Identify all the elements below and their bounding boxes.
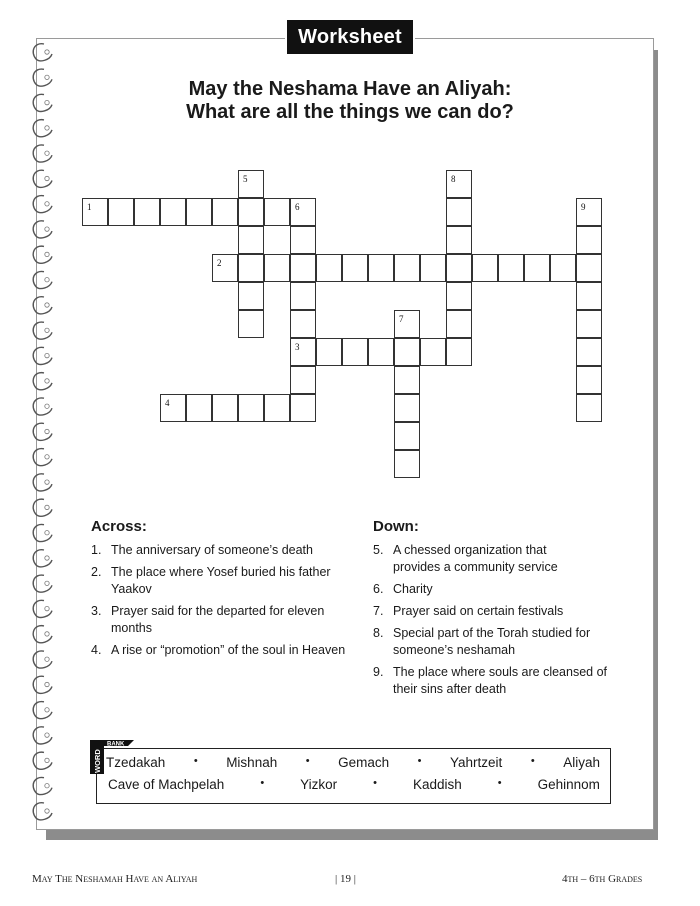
crossword-cell[interactable] [472,254,498,282]
crossword-cell[interactable] [576,226,602,254]
across-clue: 4. A rise or “promotion” of the soul in Heaven [91,643,346,657]
crossword-cell[interactable] [576,254,602,282]
down-clue: 6. Charity [373,582,433,596]
word-bank-word: Tzedakah [106,755,166,770]
word-bank-separator: • [260,777,265,789]
crossword-cell[interactable] [264,198,290,226]
title-line-1: May the Neshama Have an Aliyah: [188,78,512,100]
crossword-cell[interactable] [446,338,472,366]
title-line-2: What are all the things we can do? [186,101,514,123]
down-heading: Down: [373,518,419,535]
word-bank-separator: • [373,777,378,789]
crossword-cell[interactable] [290,226,316,254]
clue-number: 1 [87,202,92,212]
crossword-cell[interactable] [264,254,290,282]
crossword-cell[interactable] [420,254,446,282]
word-bank-row-1 [106,755,600,770]
crossword-cell[interactable] [290,282,316,310]
crossword-cell[interactable] [238,226,264,254]
crossword-cell[interactable] [394,422,420,450]
crossword-cell[interactable] [394,254,420,282]
crossword-cell[interactable] [576,338,602,366]
word-bank-separator: • [497,777,502,789]
crossword-cell[interactable] [446,198,472,226]
word-bank-separator: • [193,755,198,767]
crossword-cell[interactable] [550,254,576,282]
word-bank-word: Mishnah [226,755,278,770]
crossword-cell[interactable] [576,394,602,422]
crossword-cell[interactable] [446,310,472,338]
crossword-cell[interactable] [316,338,342,366]
across-clue: 3. Prayer said for the departed for eleven months [91,604,325,635]
crossword-cell[interactable] [264,394,290,422]
down-clue: 7. Prayer said on certain festivals [373,604,564,618]
crossword-cell[interactable] [342,338,368,366]
crossword-cell[interactable] [394,310,420,338]
crossword-cell[interactable] [446,170,472,198]
word-bank-word: Aliyah [563,755,600,770]
down-clue: 9. The place where souls are cleansed of their sins after death [373,665,608,696]
crossword-cell[interactable] [238,282,264,310]
crossword-cell[interactable] [290,310,316,338]
crossword-cell[interactable] [368,338,394,366]
crossword-cell[interactable] [576,198,602,226]
across-clue: 1. The anniversary of someone’s death [91,543,313,557]
word-bank-word: Gehinnom [537,777,600,792]
across-clue: 2. The place where Yosef buried his father Yaakov [91,565,331,596]
clue-number: 3 [295,342,300,352]
down-clues [373,542,643,703]
across-heading: Across: [91,518,147,535]
word-bank-word: Cave of Machpelah [108,777,225,792]
word-bank-tag-bank: BANK [107,741,125,748]
word-bank-word: Kaddish [413,777,462,792]
word-bank-word: Yahrtzeit [450,755,503,770]
clue-number: 7 [399,314,404,324]
crossword-cell[interactable] [394,338,420,366]
crossword-cell[interactable] [238,254,264,282]
crossword-cell[interactable] [290,198,316,226]
across-clues [91,542,361,664]
crossword-cell[interactable] [446,226,472,254]
crossword-cell[interactable] [316,254,342,282]
clue-number: 6 [295,202,300,212]
clue-number: 8 [451,174,456,184]
crossword-cell[interactable] [238,310,264,338]
crossword-cell[interactable] [576,366,602,394]
crossword-cell[interactable] [186,394,212,422]
crossword-cell[interactable] [212,254,238,282]
crossword-cell[interactable] [394,450,420,478]
crossword-cell[interactable] [342,254,368,282]
crossword-cell[interactable] [576,310,602,338]
crossword-cell[interactable] [290,366,316,394]
clue-number: 4 [165,398,170,408]
word-bank-separator: • [305,755,310,767]
clue-number: 9 [581,202,586,212]
footer-left: May The Neshamah Have an Aliyah [32,873,198,885]
crossword-cell[interactable] [186,198,212,226]
clue-number: 5 [243,174,248,184]
crossword-cell[interactable] [290,338,316,366]
crossword-cell[interactable] [238,394,264,422]
down-clue: 8. Special part of the Torah studied for someone’s neshamah [373,626,591,657]
crossword-cell[interactable] [394,394,420,422]
down-clue: 5. A chessed organization that provides a community service [373,543,558,574]
crossword-cell[interactable] [524,254,550,282]
crossword-cell[interactable] [446,254,472,282]
crossword-cell[interactable] [238,198,264,226]
clue-number: 2 [217,258,222,268]
word-bank-word: Gemach [338,755,390,770]
footer-right: 4th – 6th Grades [562,873,643,885]
crossword-cell[interactable] [576,282,602,310]
crossword-cell[interactable] [394,366,420,394]
word-bank-row-2 [108,777,600,792]
crossword-cell[interactable] [108,198,134,226]
crossword-cell[interactable] [160,394,186,422]
crossword-cell[interactable] [238,170,264,198]
crossword-cell[interactable] [290,394,316,422]
crossword-cell[interactable] [212,198,238,226]
word-bank-separator: • [530,755,535,767]
worksheet-label: Worksheet [285,18,415,56]
word-bank-tag-word: WORD [93,749,102,773]
crossword-cell[interactable] [290,254,316,282]
crossword-cell[interactable] [420,338,446,366]
crossword-cell[interactable] [212,394,238,422]
word-bank-separator: • [417,755,422,767]
word-bank-word: Yizkor [300,777,338,792]
crossword-cell[interactable] [160,198,186,226]
crossword-cell[interactable] [82,198,108,226]
crossword-cell[interactable] [134,198,160,226]
crossword-cell[interactable] [446,282,472,310]
footer-page-number: | 19 | [335,873,356,885]
crossword-cell[interactable] [498,254,524,282]
crossword-cell[interactable] [368,254,394,282]
